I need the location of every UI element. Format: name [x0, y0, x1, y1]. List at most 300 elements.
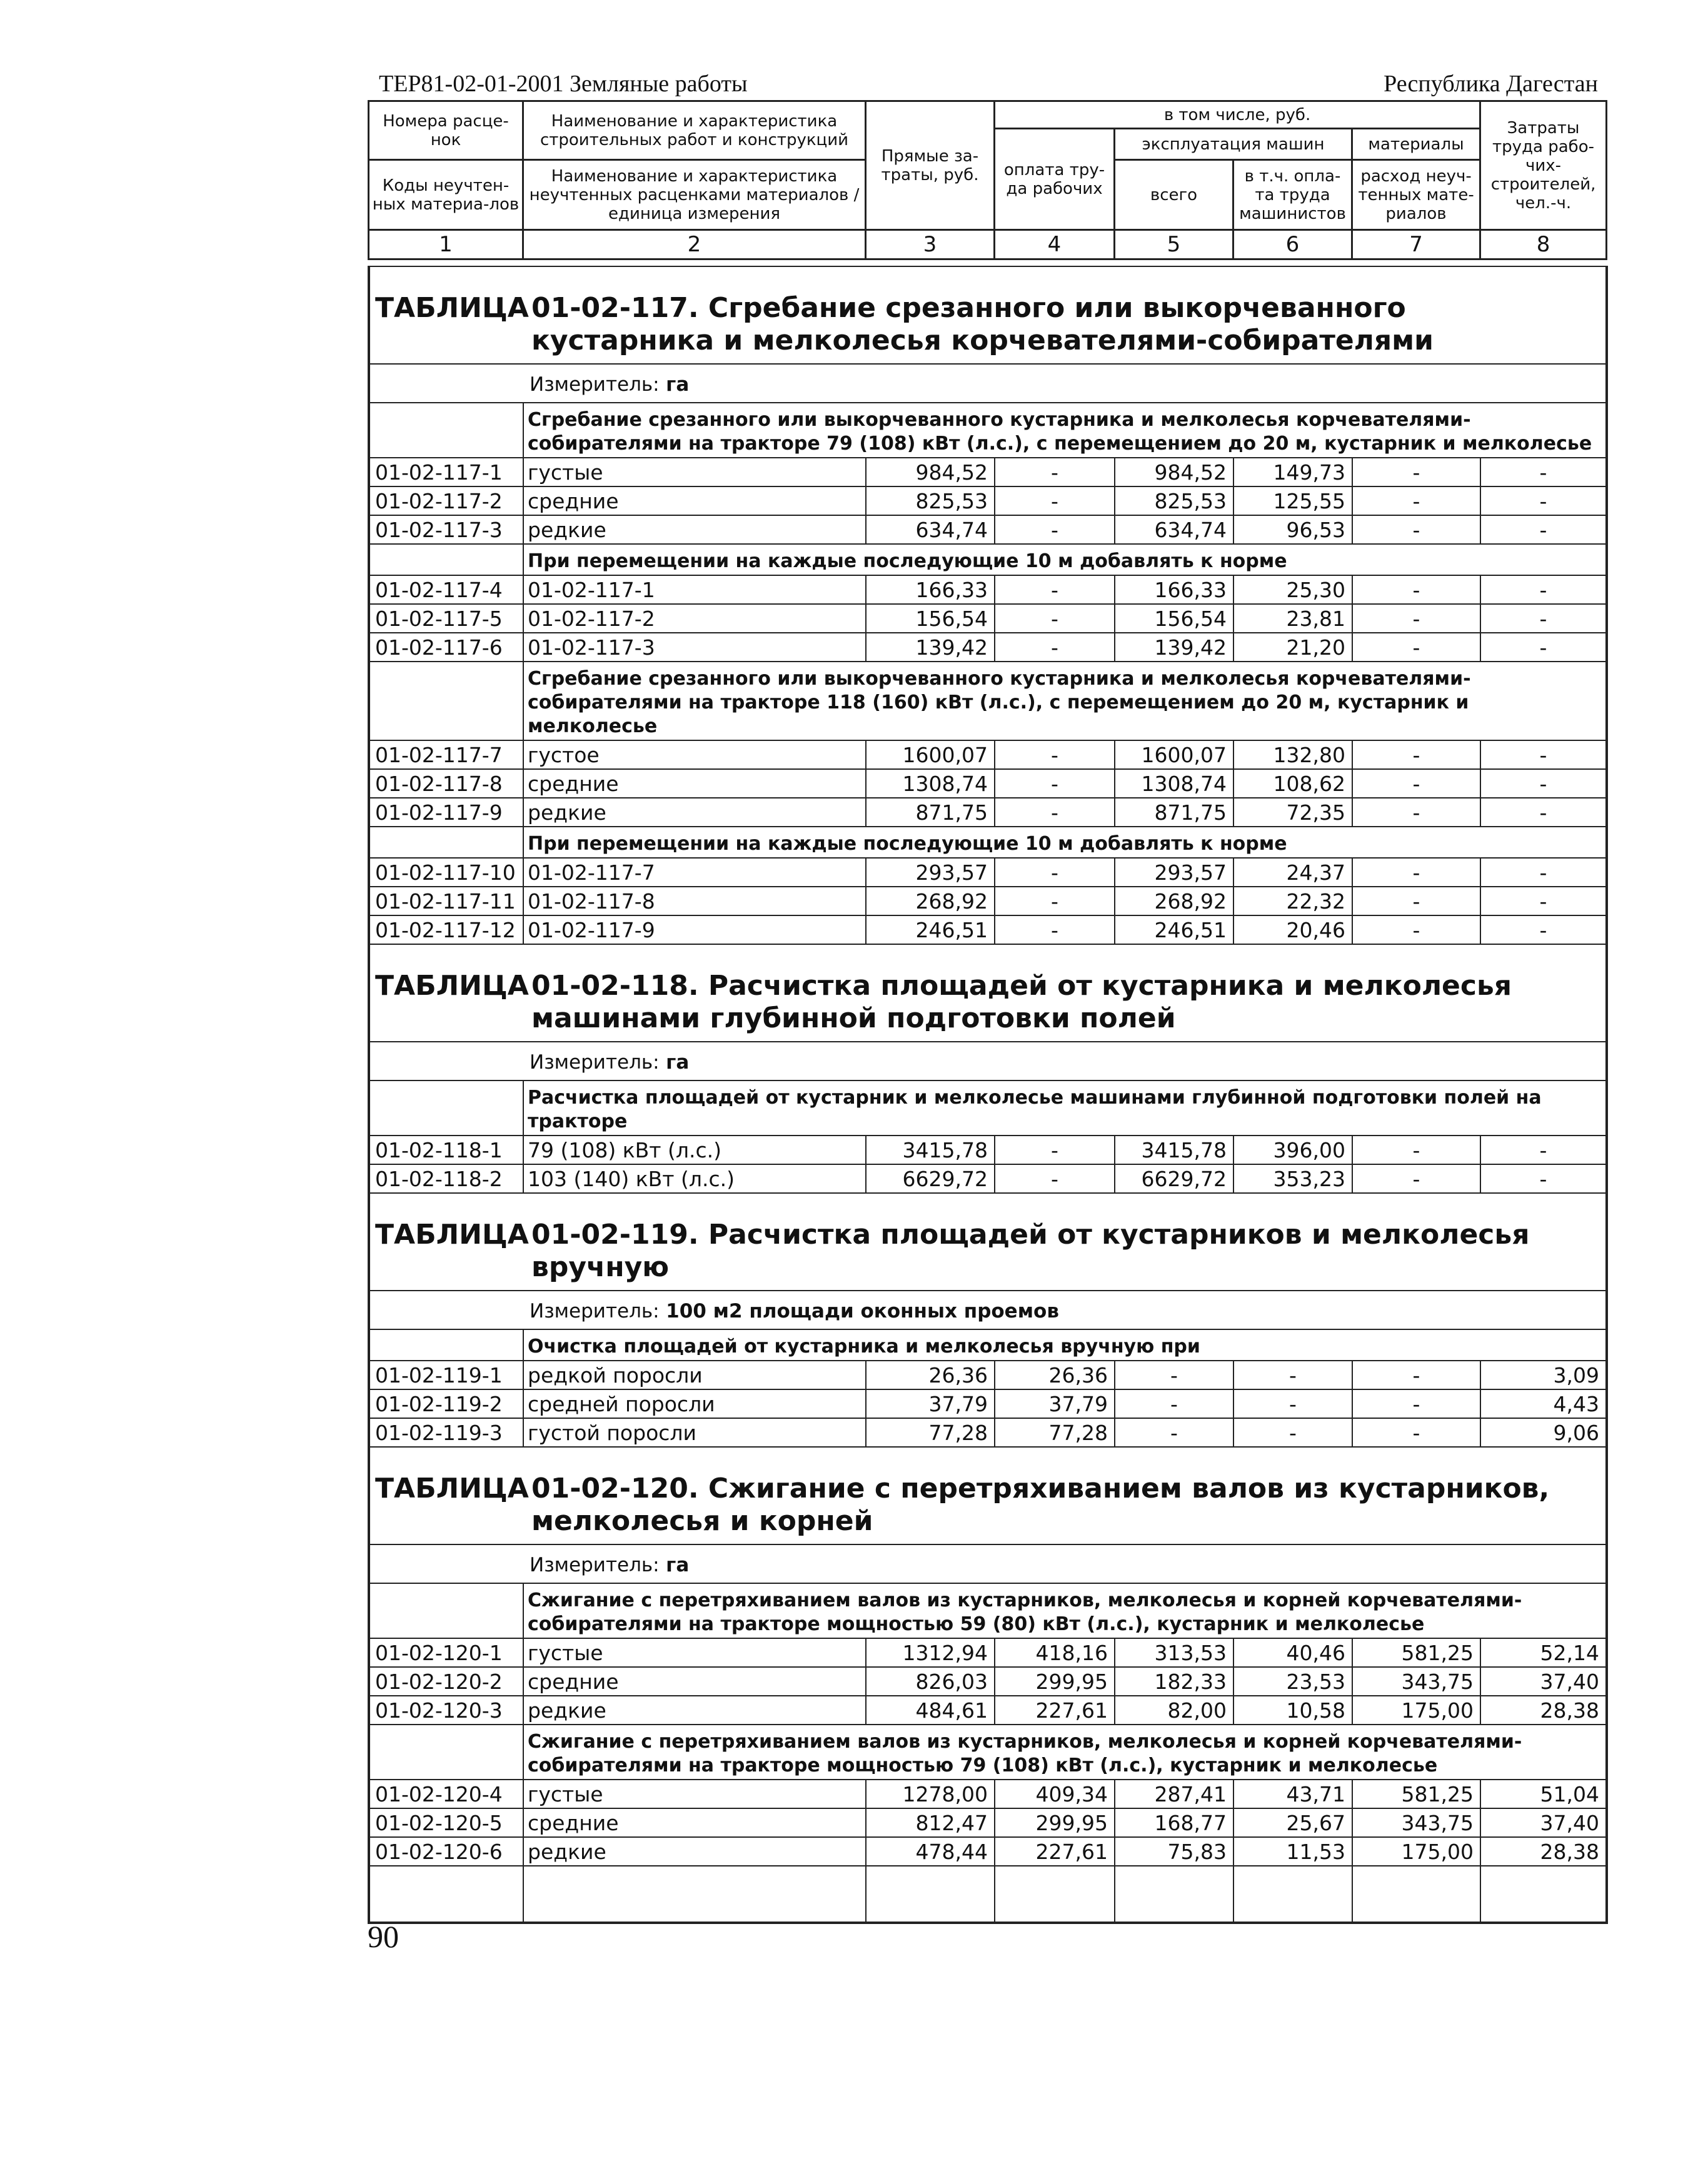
group-heading-spacer [369, 403, 523, 458]
group-heading-row [369, 1080, 1607, 1136]
header-machine-operation: эксплуатация машин [1115, 129, 1352, 160]
value-cell: - [1480, 798, 1607, 827]
value-cell: 43,71 [1233, 1780, 1352, 1808]
work-name: средние [523, 486, 866, 515]
group-heading: Очистка площадей от кустарника и мелколесья вручную при [523, 1329, 1607, 1361]
value-cell: - [1480, 1136, 1607, 1164]
measure-label: Измеритель: [530, 1050, 660, 1074]
header-machinist-pay: в т.ч. опла-та труда машинистов [1233, 160, 1352, 230]
rate-code: 01-02-117-1 [369, 458, 523, 486]
value-cell: - [1352, 769, 1480, 798]
value-cell: 175,00 [1352, 1837, 1480, 1866]
work-name: редкой поросли [523, 1361, 866, 1389]
column-number: 7 [1352, 230, 1480, 259]
value-cell: 353,23 [1233, 1164, 1352, 1193]
empty-cell [866, 1866, 995, 1923]
value-cell: - [1480, 458, 1607, 486]
column-numbers-row [369, 230, 1607, 259]
value-cell: 9,06 [1480, 1418, 1607, 1447]
value-cell: 25,67 [1233, 1808, 1352, 1837]
empty-cell [995, 1866, 1115, 1923]
work-name: средние [523, 1667, 866, 1696]
group-heading-row [369, 1725, 1607, 1780]
value-cell: - [1352, 1418, 1480, 1447]
measure-unit: га [666, 373, 690, 396]
measure-label: Измеритель: [530, 373, 660, 396]
table-row [369, 1389, 1607, 1418]
table-row [369, 1418, 1607, 1447]
group-heading-row [369, 544, 1607, 575]
group-heading: Сжигание с перетряхиванием валов из кустарников, мелколесья и корней корчевателями-собирателями на тракторе мощностью 59 (80) кВт (л.с.), кустарник и мелколесье [523, 1583, 1607, 1638]
column-number: 8 [1480, 230, 1607, 259]
group-heading: При перемещении на каждые последующие 10 м добавлять к норме [523, 827, 1607, 858]
value-cell: - [995, 515, 1115, 544]
table-row [369, 1696, 1607, 1725]
value-cell: 37,79 [866, 1389, 995, 1418]
value-cell: 268,92 [866, 887, 995, 915]
measure-spacer [369, 1042, 523, 1080]
value-cell: - [995, 458, 1115, 486]
region-name: Республика Дагестан [1384, 71, 1598, 97]
rate-code: 01-02-117-10 [369, 858, 523, 887]
group-heading: При перемещении на каждые последующие 10 м добавлять к норме [523, 544, 1607, 575]
table-row [369, 858, 1607, 887]
rate-code: 01-02-119-1 [369, 1361, 523, 1389]
rate-code: 01-02-117-4 [369, 575, 523, 604]
value-cell: 826,03 [866, 1667, 995, 1696]
value-cell: - [1352, 1389, 1480, 1418]
group-heading-row [369, 1329, 1607, 1361]
table-row [369, 515, 1607, 544]
table-title: 01-02-118. Расчистка площадей от кустарника и мелколесья машинами глубинной подготовки полей [531, 970, 1512, 1034]
rate-code: 01-02-118-2 [369, 1164, 523, 1193]
table-title: 01-02-117. Сгребание срезанного или выкорчеванного кустарника и мелколесья корчевателями-собирателями [531, 292, 1434, 356]
value-cell: 149,73 [1233, 458, 1352, 486]
table-row [369, 1638, 1607, 1667]
value-cell: 37,40 [1480, 1808, 1607, 1837]
value-cell: 166,33 [1115, 575, 1233, 604]
work-name: 01-02-117-7 [523, 858, 866, 887]
value-cell: 984,52 [1115, 458, 1233, 486]
measure-label: Измеритель: [530, 1553, 660, 1576]
value-cell: - [1233, 1389, 1352, 1418]
rate-code: 01-02-120-1 [369, 1638, 523, 1667]
table-row [369, 575, 1607, 604]
value-cell: - [1480, 858, 1607, 887]
measure-cell [523, 1544, 1607, 1583]
measure-row [369, 364, 1607, 403]
value-cell: 23,53 [1233, 1667, 1352, 1696]
value-cell: 21,20 [1233, 633, 1352, 662]
empty-cell [1115, 1866, 1233, 1923]
table-row [369, 486, 1607, 515]
value-cell: 409,34 [995, 1780, 1115, 1808]
value-cell: 24,37 [1233, 858, 1352, 887]
value-cell: - [1115, 1361, 1233, 1389]
table-label: ТАБЛИЦА [375, 1473, 529, 1504]
value-cell: 418,16 [995, 1638, 1115, 1667]
value-cell: 72,35 [1233, 798, 1352, 827]
value-cell: 175,00 [1352, 1696, 1480, 1725]
value-cell: 52,14 [1480, 1638, 1607, 1667]
value-cell: 156,54 [866, 604, 995, 633]
measure-row [369, 1291, 1607, 1329]
rates-table [368, 266, 1608, 1924]
value-cell: - [1480, 575, 1607, 604]
value-cell: 77,28 [995, 1418, 1115, 1447]
empty-cell [1233, 1866, 1352, 1923]
value-cell: - [1352, 575, 1480, 604]
work-name: редкие [523, 798, 866, 827]
table-row [369, 740, 1607, 769]
value-cell: 156,54 [1115, 604, 1233, 633]
value-cell: - [1480, 633, 1607, 662]
empty-cell [523, 1866, 866, 1923]
table-title: 01-02-119. Расчистка площадей от кустарников и мелколесья вручную [531, 1219, 1530, 1283]
table-title-cell [369, 1447, 1607, 1544]
rate-code: 01-02-119-2 [369, 1389, 523, 1418]
value-cell: - [1233, 1361, 1352, 1389]
value-cell: 1308,74 [1115, 769, 1233, 798]
value-cell: 246,51 [1115, 915, 1233, 944]
value-cell: 1278,00 [866, 1780, 995, 1808]
value-cell: 23,81 [1233, 604, 1352, 633]
value-cell: - [1480, 604, 1607, 633]
table-row [369, 1136, 1607, 1164]
value-cell: 168,77 [1115, 1808, 1233, 1837]
header-including: в том числе, руб. [995, 101, 1480, 129]
value-cell: 139,42 [1115, 633, 1233, 662]
value-cell: 825,53 [866, 486, 995, 515]
value-cell: - [1480, 887, 1607, 915]
value-cell: 26,36 [866, 1361, 995, 1389]
column-number: 6 [1233, 230, 1352, 259]
table-row [369, 1164, 1607, 1193]
table-label: ТАБЛИЦА [375, 970, 529, 1002]
column-header-table [368, 100, 1607, 260]
work-name: густые [523, 458, 866, 486]
work-name: редкие [523, 1696, 866, 1725]
rate-code: 01-02-117-5 [369, 604, 523, 633]
value-cell: - [995, 887, 1115, 915]
value-cell: - [995, 1136, 1115, 1164]
table-title-row [369, 944, 1607, 1042]
column-number: 4 [995, 230, 1115, 259]
table-row [369, 1808, 1607, 1837]
group-heading-row [369, 827, 1607, 858]
rate-code: 01-02-117-2 [369, 486, 523, 515]
value-cell: 343,75 [1352, 1808, 1480, 1837]
header-materials: материалы [1352, 129, 1480, 160]
value-cell: - [995, 1164, 1115, 1193]
table-row [369, 1667, 1607, 1696]
table-title-cell [369, 266, 1607, 364]
value-cell: - [1480, 1164, 1607, 1193]
value-cell: 3,09 [1480, 1361, 1607, 1389]
measure-unit: га [666, 1553, 690, 1576]
value-cell: 313,53 [1115, 1638, 1233, 1667]
rate-code: 01-02-120-3 [369, 1696, 523, 1725]
rate-code: 01-02-120-6 [369, 1837, 523, 1866]
value-cell: 299,95 [995, 1667, 1115, 1696]
header-rates-number: Номера расце-нок [369, 101, 523, 160]
table-title-row [369, 1193, 1607, 1291]
value-cell: 299,95 [995, 1808, 1115, 1837]
measure-unit: 100 м2 площади оконных проемов [666, 1299, 1059, 1322]
measure-spacer [369, 1291, 523, 1329]
value-cell: 343,75 [1352, 1667, 1480, 1696]
value-cell: - [1352, 1136, 1480, 1164]
value-cell: 634,74 [1115, 515, 1233, 544]
empty-cell [1480, 1866, 1607, 1923]
value-cell: 6629,72 [1115, 1164, 1233, 1193]
page-number: 90 [368, 1919, 399, 1954]
table-title-row [369, 1447, 1607, 1544]
value-cell: - [1352, 633, 1480, 662]
table-row [369, 1837, 1607, 1866]
header-labor-costs: Затраты труда рабо-чих-строителей, чел.-ч. [1480, 101, 1607, 230]
empty-cell [369, 1866, 523, 1923]
group-heading-spacer [369, 1080, 523, 1136]
value-cell: 293,57 [866, 858, 995, 887]
header-worker-pay: оплата тру-да рабочих [995, 129, 1115, 230]
measure-cell [523, 1042, 1607, 1080]
value-cell: 287,41 [1115, 1780, 1233, 1808]
value-cell: - [1352, 858, 1480, 887]
work-name: 103 (140) кВт (л.с.) [523, 1164, 866, 1193]
table-row [369, 798, 1607, 827]
column-number: 5 [1115, 230, 1233, 259]
empty-row [369, 1866, 1607, 1923]
value-cell: 11,53 [1233, 1837, 1352, 1866]
value-cell: 75,83 [1115, 1837, 1233, 1866]
column-number: 3 [866, 230, 995, 259]
work-name: густое [523, 740, 866, 769]
table-row [369, 887, 1607, 915]
value-cell: - [1352, 1361, 1480, 1389]
value-cell: 246,51 [866, 915, 995, 944]
value-cell: 484,61 [866, 1696, 995, 1725]
group-heading-row [369, 662, 1607, 740]
work-name: 79 (108) кВт (л.с.) [523, 1136, 866, 1164]
value-cell: 51,04 [1480, 1780, 1607, 1808]
header-material-codes: Коды неучтен-ных материа-лов [369, 160, 523, 230]
work-name: 01-02-117-1 [523, 575, 866, 604]
value-cell: 166,33 [866, 575, 995, 604]
value-cell: 22,32 [1233, 887, 1352, 915]
value-cell: 1600,07 [866, 740, 995, 769]
value-cell: 812,47 [866, 1808, 995, 1837]
value-cell: 77,28 [866, 1418, 995, 1447]
work-name: густые [523, 1780, 866, 1808]
value-cell: - [1352, 1164, 1480, 1193]
value-cell: 28,38 [1480, 1837, 1607, 1866]
column-number: 1 [369, 230, 523, 259]
work-name: густой поросли [523, 1418, 866, 1447]
group-heading-spacer [369, 827, 523, 858]
value-cell: - [1115, 1418, 1233, 1447]
table-row [369, 1361, 1607, 1389]
value-cell: 20,46 [1233, 915, 1352, 944]
table-row [369, 1780, 1607, 1808]
rate-code: 01-02-117-6 [369, 633, 523, 662]
value-cell: 125,55 [1233, 486, 1352, 515]
group-heading: Сжигание с перетряхиванием валов из кустарников, мелколесья и корней корчевателями-собирателями на тракторе мощностью 79 (108) кВт (л.с.), кустарник и мелколесье [523, 1725, 1607, 1780]
group-heading-row [369, 1583, 1607, 1638]
group-heading: Сгребание срезанного или выкорчеванного кустарника и мелколесья корчевателями-собирателями на тракторе 118 (160) кВт (л.с.), с перемещением до 20 м, кустарник и мелколесье [523, 662, 1607, 740]
group-heading-spacer [369, 1725, 523, 1780]
value-cell: 26,36 [995, 1361, 1115, 1389]
value-cell: - [1115, 1389, 1233, 1418]
header-direct-costs: Прямые за-траты, руб. [866, 101, 995, 230]
value-cell: 634,74 [866, 515, 995, 544]
value-cell: 3415,78 [1115, 1136, 1233, 1164]
group-heading-spacer [369, 662, 523, 740]
value-cell: 132,80 [1233, 740, 1352, 769]
value-cell: 871,75 [1115, 798, 1233, 827]
measure-cell [523, 1291, 1607, 1329]
rate-code: 01-02-119-3 [369, 1418, 523, 1447]
rate-code: 01-02-120-5 [369, 1808, 523, 1837]
table-row [369, 915, 1607, 944]
group-heading-row [369, 403, 1607, 458]
value-cell: - [1352, 740, 1480, 769]
value-cell: 268,92 [1115, 887, 1233, 915]
value-cell: - [995, 740, 1115, 769]
table-label: ТАБЛИЦА [375, 292, 529, 324]
value-cell: 96,53 [1233, 515, 1352, 544]
measure-spacer [369, 1544, 523, 1583]
measure-row [369, 1544, 1607, 1583]
work-name: средние [523, 769, 866, 798]
measure-label: Измеритель: [530, 1299, 660, 1322]
rate-code: 01-02-120-4 [369, 1780, 523, 1808]
header-material-usage: расход неуч-тенных мате-риалов [1352, 160, 1480, 230]
value-cell: - [1480, 769, 1607, 798]
value-cell: 139,42 [866, 633, 995, 662]
value-cell: - [1352, 604, 1480, 633]
work-name: редкие [523, 1837, 866, 1866]
value-cell: - [995, 486, 1115, 515]
value-cell: 108,62 [1233, 769, 1352, 798]
table-label: ТАБЛИЦА [375, 1219, 529, 1251]
value-cell: 37,40 [1480, 1667, 1607, 1696]
value-cell: 1312,94 [866, 1638, 995, 1667]
value-cell: 293,57 [1115, 858, 1233, 887]
work-name: густые [523, 1638, 866, 1667]
value-cell: - [995, 858, 1115, 887]
measure-row [369, 1042, 1607, 1080]
value-cell: 40,46 [1233, 1638, 1352, 1667]
empty-cell [1352, 1866, 1480, 1923]
rate-code: 01-02-117-11 [369, 887, 523, 915]
table-row [369, 604, 1607, 633]
work-name: 01-02-117-9 [523, 915, 866, 944]
rate-code: 01-02-117-9 [369, 798, 523, 827]
value-cell: 1600,07 [1115, 740, 1233, 769]
group-heading-spacer [369, 1583, 523, 1638]
measure-spacer [369, 364, 523, 403]
value-cell: 396,00 [1233, 1136, 1352, 1164]
value-cell: 478,44 [866, 1837, 995, 1866]
header-work-name: Наименование и характеристика строительных работ и конструкций [523, 101, 866, 160]
value-cell: - [995, 769, 1115, 798]
column-number: 2 [523, 230, 866, 259]
table-row [369, 458, 1607, 486]
value-cell: 1308,74 [866, 769, 995, 798]
value-cell: 227,61 [995, 1696, 1115, 1725]
group-heading-spacer [369, 544, 523, 575]
document-code: ТЕР81-02-01-2001 Земляные работы [379, 71, 748, 97]
table-title-row [369, 266, 1607, 364]
header-machine-total: всего [1115, 160, 1233, 230]
value-cell: - [1480, 515, 1607, 544]
value-cell: - [1480, 915, 1607, 944]
value-cell: 25,30 [1233, 575, 1352, 604]
work-name: редкие [523, 515, 866, 544]
rate-code: 01-02-117-8 [369, 769, 523, 798]
group-heading: Расчистка площадей от кустарник и мелколесье машинами глубинной подготовки полей на тракторе [523, 1080, 1607, 1136]
value-cell: - [1352, 515, 1480, 544]
value-cell: - [995, 575, 1115, 604]
value-cell: - [995, 798, 1115, 827]
rate-code: 01-02-117-7 [369, 740, 523, 769]
rate-code: 01-02-120-2 [369, 1667, 523, 1696]
table-title-cell [369, 944, 1607, 1042]
value-cell: - [995, 915, 1115, 944]
value-cell: - [1352, 887, 1480, 915]
value-cell: 581,25 [1352, 1780, 1480, 1808]
value-cell: 82,00 [1115, 1696, 1233, 1725]
value-cell: - [1233, 1418, 1352, 1447]
value-cell: 227,61 [995, 1837, 1115, 1866]
value-cell: 28,38 [1480, 1696, 1607, 1725]
work-name: средние [523, 1808, 866, 1837]
work-name: 01-02-117-2 [523, 604, 866, 633]
value-cell: - [1480, 486, 1607, 515]
table-row [369, 633, 1607, 662]
value-cell: 182,33 [1115, 1667, 1233, 1696]
value-cell: 10,58 [1233, 1696, 1352, 1725]
work-name: средней поросли [523, 1389, 866, 1418]
table-title-cell [369, 1193, 1607, 1291]
value-cell: 6629,72 [866, 1164, 995, 1193]
value-cell: - [1480, 740, 1607, 769]
value-cell: 825,53 [1115, 486, 1233, 515]
rate-code: 01-02-117-12 [369, 915, 523, 944]
value-cell: 581,25 [1352, 1638, 1480, 1667]
value-cell: - [995, 633, 1115, 662]
value-cell: 4,43 [1480, 1389, 1607, 1418]
value-cell: - [995, 604, 1115, 633]
value-cell: 37,79 [995, 1389, 1115, 1418]
value-cell: - [1352, 486, 1480, 515]
value-cell: 3415,78 [866, 1136, 995, 1164]
value-cell: - [1352, 458, 1480, 486]
work-name: 01-02-117-3 [523, 633, 866, 662]
value-cell: 871,75 [866, 798, 995, 827]
value-cell: - [1352, 915, 1480, 944]
measure-unit: га [666, 1050, 690, 1074]
group-heading: Сгребание срезанного или выкорчеванного кустарника и мелколесья корчевателями- собирателями на тракторе 79 (108) кВт (л.с.), с перемещением до 20 м, кустарник и мелколесье [523, 403, 1607, 458]
group-heading-spacer [369, 1329, 523, 1361]
page-header [375, 65, 1602, 102]
rate-code: 01-02-118-1 [369, 1136, 523, 1164]
measure-cell [523, 364, 1607, 403]
rate-code: 01-02-117-3 [369, 515, 523, 544]
value-cell: 984,52 [866, 458, 995, 486]
value-cell: - [1352, 798, 1480, 827]
